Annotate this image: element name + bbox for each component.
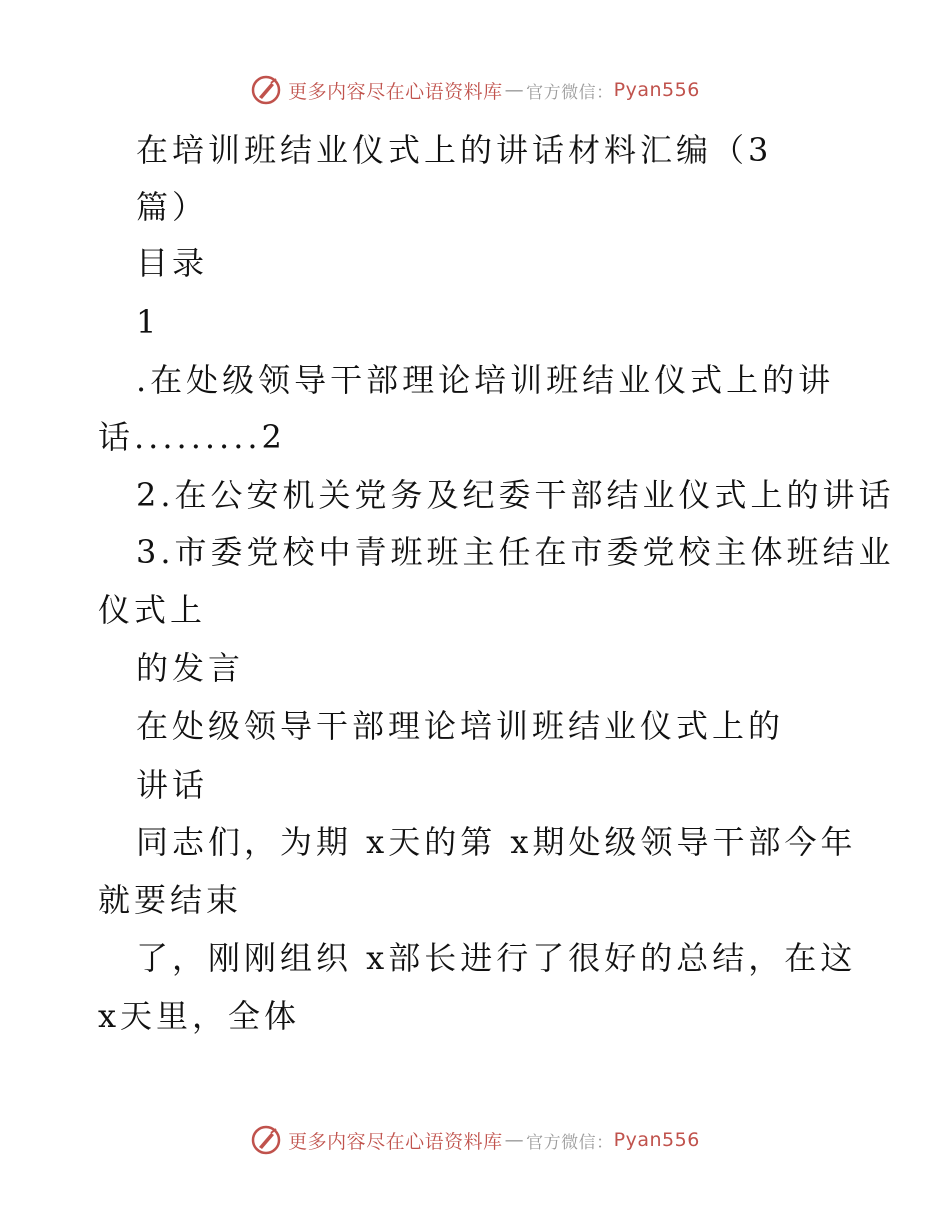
toc-item-3-end: 的发言 [136,649,245,687]
paragraph-line-4: x天里，全体 [98,997,301,1035]
header-watermark [0,70,950,110]
watermark-text: 更多内容尽在心语资料库 [288,1130,503,1153]
toc-number-1: 1 [136,303,161,341]
quill-logo-icon [250,1124,282,1156]
toc-item-1-continuation: 话.........2 [98,418,286,456]
watermark-text: 更多内容尽在心语资料库 [288,80,503,103]
watermark-separator: — [504,1129,525,1151]
toc-item-3-continuation: 仪式上 [98,591,207,629]
document-title-line-2: 篇） [136,188,209,226]
toc-item-1: .在处级领导干部理论培训班结业仪式上的讲 [136,361,835,399]
watermark-label: 官方微信： [526,82,614,103]
toc-item-3: 3.市委党校中青班班主任在市委党校主体班结业 [136,533,895,571]
watermark-separator: — [504,79,525,101]
watermark-id: Pyan556 [613,79,700,101]
paragraph-line-1: 同志们，为期 x天的第 x期处级领导干部今年 [136,823,857,861]
paragraph-line-2: 就要结束 [98,881,243,919]
toc-item-2: 2.在公安机关党务及纪委干部结业仪式上的讲话 [136,476,895,514]
toc-heading: 目录 [136,244,209,282]
section-title-line-1: 在处级领导干部理论培训班结业仪式上的 [136,707,785,745]
document-title-line-1: 在培训班结业仪式上的讲话材料汇编（3 [136,131,773,169]
footer-watermark [0,1120,950,1160]
section-title-line-2: 讲话 [136,766,209,804]
watermark-id: Pyan556 [613,1129,700,1151]
watermark-label: 官方微信： [526,1132,614,1153]
quill-logo-icon [250,74,282,106]
paragraph-line-3: 了，刚刚组织 x部长进行了很好的总结，在这 [136,939,857,977]
